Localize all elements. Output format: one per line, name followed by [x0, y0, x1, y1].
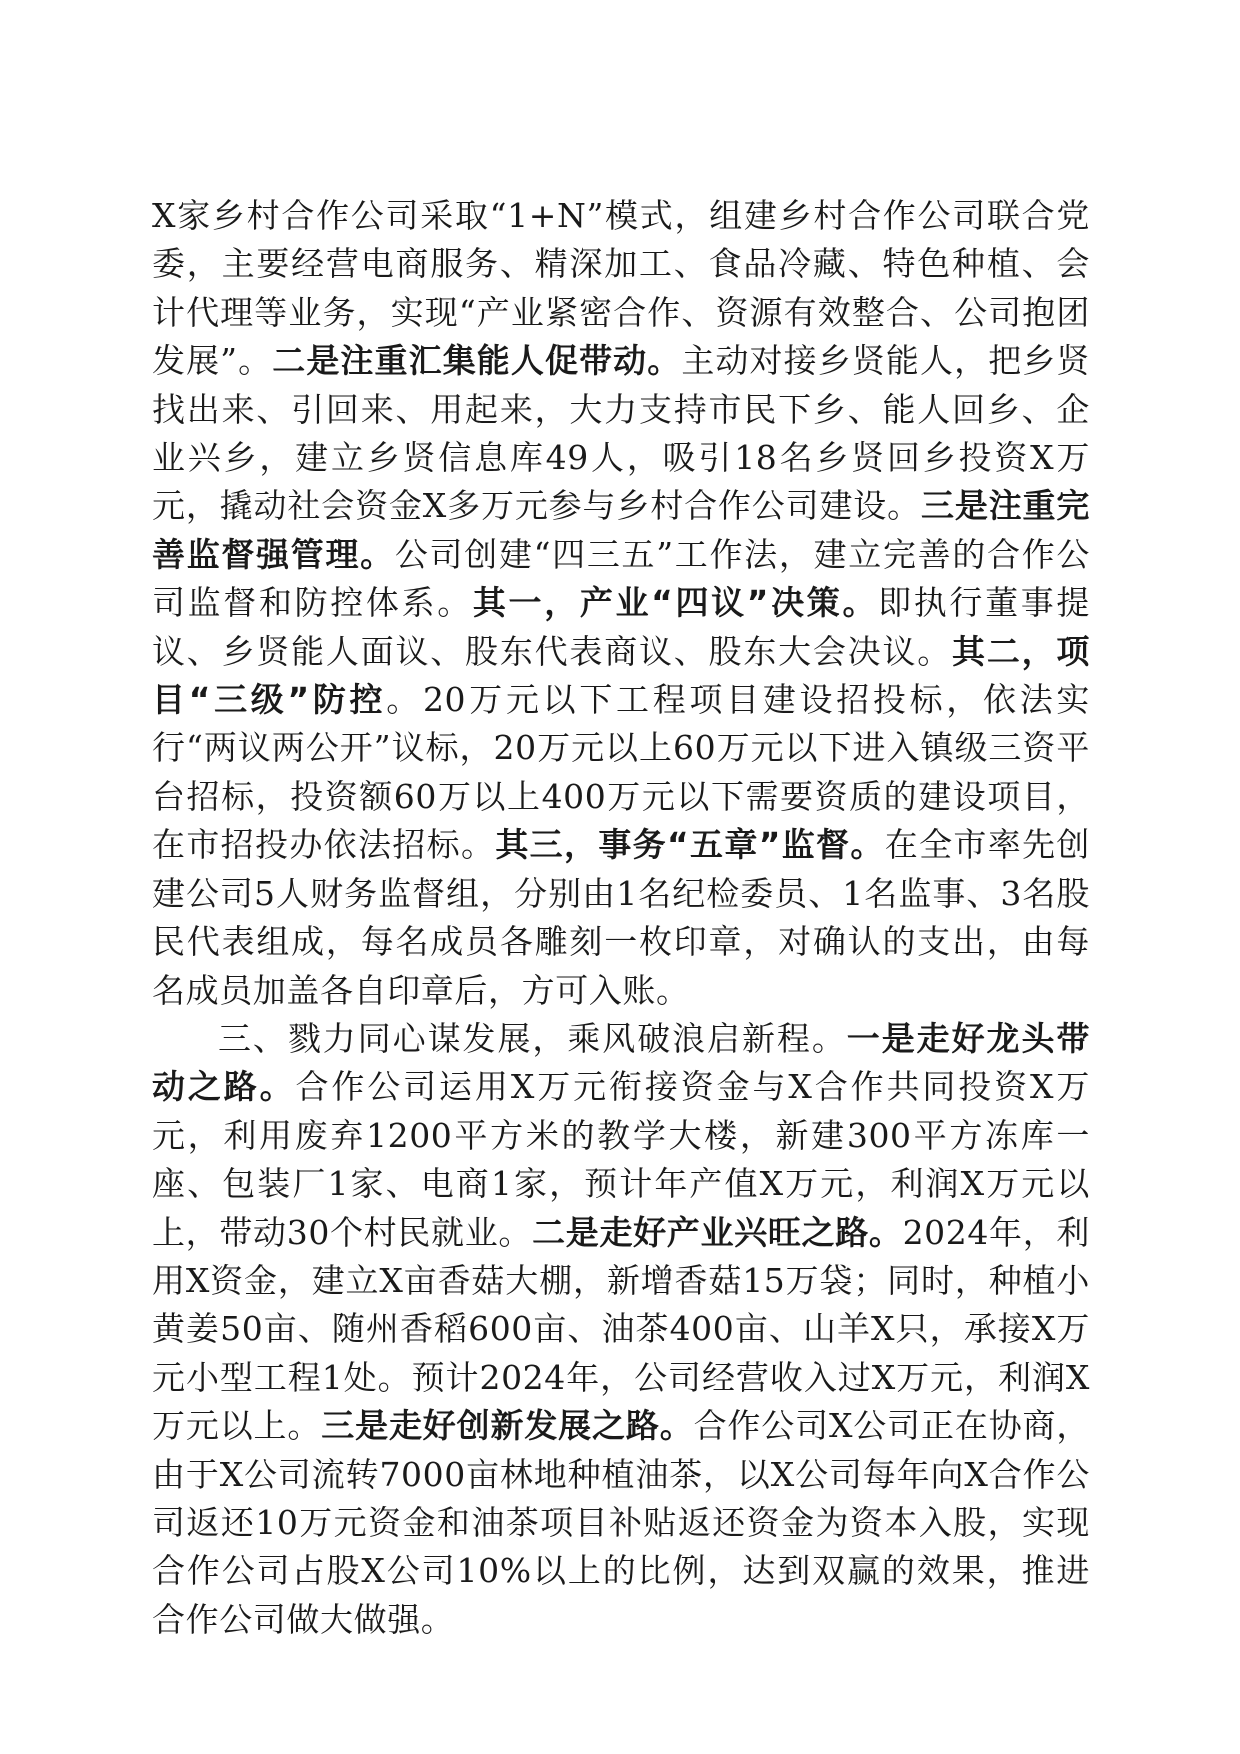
text-run: X家乡村合作公司采取“1+N”模式，组建乡村合作公司联合党委，主要经营电商服务、精深加工、食品冷藏、特色种植、会计代理等业务，实现“产业紧密合作、资源有效整合、公司抱团发展”。 — [152, 196, 1090, 381]
bold-heading: 三是注重完善监督强管理。 — [152, 486, 1091, 574]
text-run: 合作公司X公司正在协商，由于X公司流转7000亩林地种植油茶，以X公司每年向X合作公司返还10万元资金和油茶项目补贴返还资金为资本入股，实现合作公司占股X公司10%以上的比例，达到双赢的效果，推进合作公司做大做强。 — [152, 1406, 1090, 1639]
text-run: 2024年，利用X资金，建立X亩香菇大棚，新增香菇15万袋；同时，种植小黄姜50亩、随州香稻600亩、油茶400亩、山羊X只，承接X万元小型工程1处。预计2024年，公司经营收入过X万元，利润X万元以上。 — [152, 1212, 1090, 1446]
text-run: 。20万元以下工程项目建设招投标，依法实行“两议两公开”议标，20万元以上60万元以下进入镇级三资平台招标，投资额60万以上400万元以下需要资质的建设项目，在市招投办依法招标。 — [152, 680, 1091, 865]
document-body — [152, 192, 1090, 1644]
text-run: 公司创建“四三五”工作法，建立完善的合作公司监督和防控体系。 — [152, 534, 1091, 623]
text-run: 合作公司运用X万元衔接资金与X合作共同投资X万元，利用废弃1200平方米的教学大楼，新建300平方冻库一座、包装厂1家、电商1家，预计年产值X万元，利润X万元以上，带动30个村民就业。 — [152, 1067, 1090, 1252]
text-run: 即执行董事提议、乡贤能人面议、股东代表商议、股东大会决议。 — [152, 583, 1090, 671]
bold-heading: 其三，事务“五章”监督。 — [495, 825, 885, 865]
section-heading: 三、戮力同心谋发展，乘风破浪启新程。 — [218, 1018, 847, 1058]
bold-heading: 其一，产业“四议”决策。 — [472, 583, 879, 623]
bold-heading: 其二，项目“三级”防控 — [152, 631, 1090, 720]
bold-heading: 一是走好龙头带动之路。 — [152, 1018, 1090, 1107]
bold-heading: 二是注重汇集能人促带动。 — [272, 341, 682, 381]
bold-heading: 三是走好创新发展之路。 — [321, 1406, 694, 1446]
paragraph-continued — [152, 192, 1090, 1015]
paragraph-section-three — [152, 1015, 1090, 1644]
text-run: 在全市率先创建公司5人财务监督组，分别由1名纪检委员、1名监事、3名股民代表组成，每名成员各雕刻一枚印章，对确认的支出，由每名成员加盖各自印章后，方可入账。 — [152, 825, 1091, 1010]
text-run: 主动对接乡贤能人，把乡贤找出来、引回来、用起来，大力支持市民下乡、能人回乡、企业兴乡，建立乡贤信息库49人，吸引18名乡贤回乡投资X万元，撬动社会资金X多万元参与乡村合作公司建设。 — [152, 341, 1090, 526]
bold-heading: 二是走好产业兴旺之路。 — [532, 1212, 903, 1252]
